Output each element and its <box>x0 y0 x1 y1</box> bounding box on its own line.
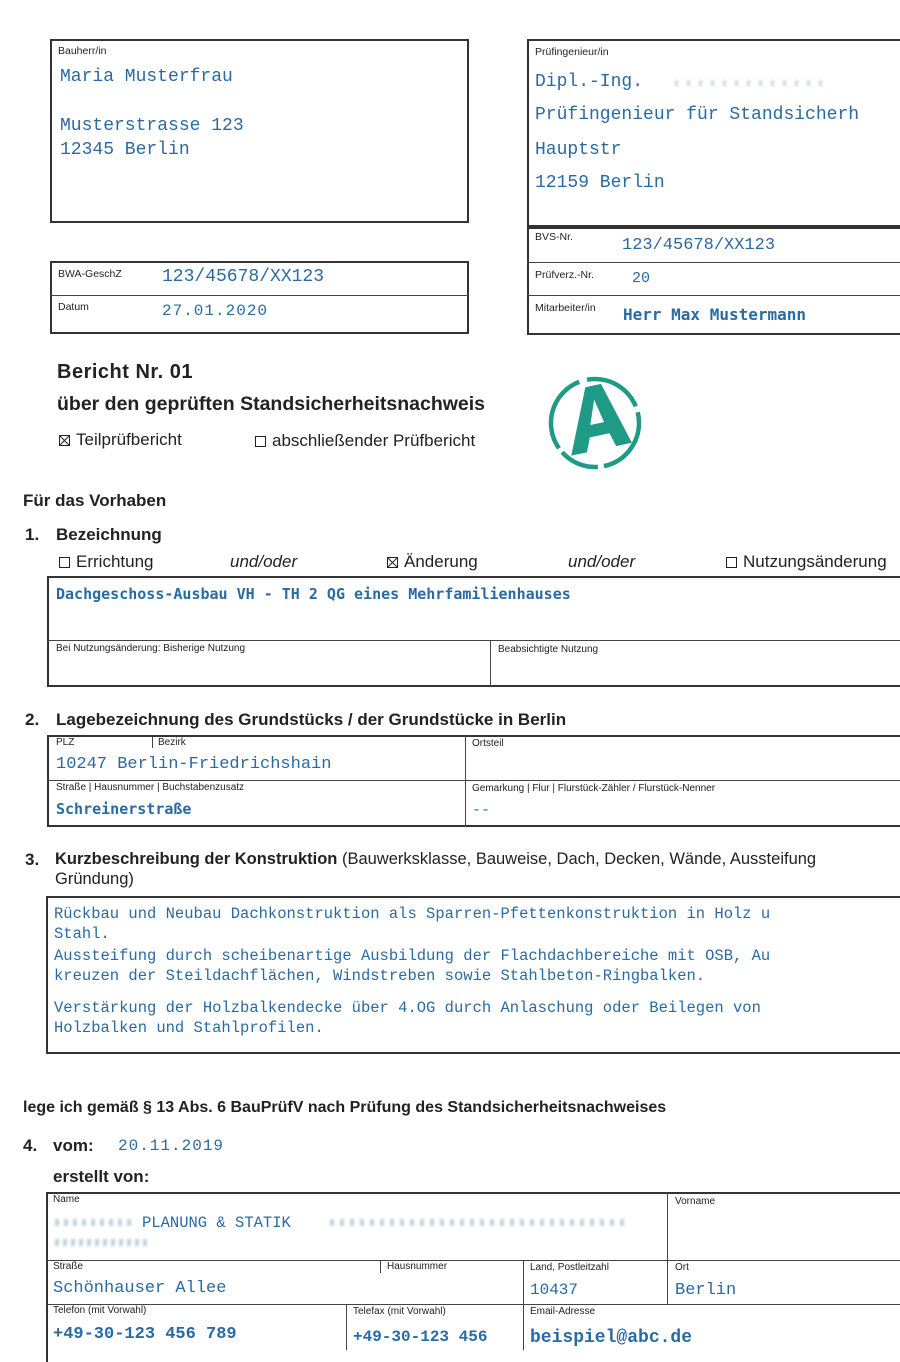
bwa-value: 123/45678/XX123 <box>162 267 325 287</box>
ort-value: Berlin <box>675 1281 737 1300</box>
bezeichnung-value: Dachgeschoss-Ausbau VH - TH 2 QG eines Mehrfamilienhauses <box>56 585 571 603</box>
errichtung-checkbox[interactable] <box>59 557 70 568</box>
gemarkung-value: -- <box>472 802 491 819</box>
plz-label: PLZ <box>56 737 75 748</box>
bauherr-label: Bauherr/in <box>58 45 107 57</box>
pruefingenieur-line1: Dipl.-Ing. <box>535 72 644 92</box>
strasse-label: Straße | Hausnummer | Buchstabenzusatz <box>56 782 245 793</box>
nutzungsaenderung-option[interactable] <box>726 552 887 572</box>
pruefverz-value: 20 <box>632 270 651 287</box>
teilpruefbericht-option[interactable] <box>59 430 182 450</box>
beabsichtigte-label: Beabsichtigte Nutzung <box>498 644 599 655</box>
vorhaben-heading: Für das Vorhaben <box>23 491 167 510</box>
bericht-subtitle: über den geprüften Standsicherheitsnachweis <box>57 393 486 415</box>
section-4-number: 4. <box>23 1136 38 1155</box>
gemarkung-label: Gemarkung | Flur | Flurstück-Zähler / Flurstück-Nenner <box>472 783 716 794</box>
section-3-title <box>55 850 816 869</box>
bauherr-street: Musterstrasse 123 <box>60 116 244 136</box>
section-1-title: Bezeichnung <box>56 525 162 544</box>
abschliessender-option[interactable] <box>255 431 475 451</box>
pruefingenieur-line4: 12159 Berlin <box>535 173 665 193</box>
kurz-p3-line2: Holzbalken und Stahlprofilen. <box>54 1019 324 1037</box>
errichtung-option[interactable] <box>59 552 153 572</box>
vorname-label: Vorname <box>675 1196 716 1207</box>
section-2-title: Lagebezeichnung des Grundstücks / der Grundstücke in Berlin <box>56 710 567 729</box>
section-3-number: 3. <box>25 850 40 869</box>
teilpruefbericht-label: Teilprüfbericht <box>76 430 182 449</box>
section-2-number: 2. <box>25 710 40 729</box>
section-3-title-bold: Kurzbeschreibung der Konstruktion <box>55 850 338 868</box>
nutzungsaenderung-label: Nutzungsänderung <box>743 552 887 571</box>
abschliessender-label: abschließender Prüfbericht <box>272 431 476 450</box>
kurz-p2-line2: kreuzen der Steildachflächen, Windstreben sowie Stahlbeton-Ringbalken. <box>54 967 706 985</box>
pruefingenieur-line2: Prüfingenieur für Standsicherh <box>535 105 860 125</box>
telefax-divider <box>346 1304 347 1350</box>
pruefverz-label: Prüfverz.-Nr. <box>535 269 594 281</box>
land-divider <box>523 1260 524 1350</box>
ersteller-strasse-label: Straße <box>53 1261 84 1272</box>
land-plz-value: 10437 <box>530 1281 579 1299</box>
section-1-number: 1. <box>25 525 40 544</box>
redacted-name <box>675 80 825 86</box>
bwa-divider <box>50 295 469 296</box>
telefon-label: Telefon (mit Vorwahl) <box>53 1305 147 1316</box>
ort-label: Ort <box>675 1262 689 1273</box>
datum-value: 27.01.2020 <box>162 302 269 320</box>
bezirk-label: Bezirk <box>158 737 186 748</box>
telefax-value: +49-30-123 456 <box>353 1328 488 1346</box>
stamp-a-icon <box>543 368 648 478</box>
abschliessender-checkbox[interactable] <box>255 436 266 447</box>
aenderung-checkbox[interactable] <box>387 557 398 568</box>
strasse-value: Schreinerstraße <box>56 800 192 818</box>
bvs-divider-1 <box>527 262 900 263</box>
ersteller-row-divider-1 <box>46 1260 900 1261</box>
name-label: Name <box>53 1194 80 1205</box>
mitarbeiter-value: Herr Max Mustermann <box>623 305 807 324</box>
undoder-2: und/oder <box>568 552 636 571</box>
redacted-company-suffix <box>330 1219 630 1226</box>
erstellt-von-label: erstellt von: <box>53 1167 150 1186</box>
datum-label: Datum <box>58 301 89 313</box>
lege-text: lege ich gemäß § 13 Abs. 6 BauPrüfV nach Prüfung des Standsicherheitsnachweises <box>23 1099 667 1116</box>
bwa-label: BWA-GeschZ <box>58 268 122 280</box>
teilpruefbericht-checkbox[interactable] <box>59 435 70 446</box>
bauherr-city: 12345 Berlin <box>60 140 190 160</box>
section-3-title-line2: Gründung) <box>55 870 134 888</box>
errichtung-label: Errichtung <box>76 552 154 571</box>
pruefingenieur-label: Prüfingenieur/in <box>535 46 609 58</box>
aenderung-option[interactable] <box>387 552 478 572</box>
telefax-label: Telefax (mit Vorwahl) <box>353 1306 446 1317</box>
plz-bezirk-divider <box>152 737 153 748</box>
pruefingenieur-box <box>527 39 900 229</box>
section-3-title-rest: (Bauwerksklasse, Bauweise, Dach, Decken, Wände, Aussteifung <box>337 850 817 868</box>
ersteller-strasse-value: Schönhauser Allee <box>53 1279 227 1298</box>
kurz-p2-line1: Aussteifung durch scheibenartige Ausbildung der Flachdachbereiche mit OSB, Au <box>54 947 771 965</box>
kurz-p3-line1: Verstärkung der Holzbalkendecke über 4.OG durch Anlaschung oder Beilegen von <box>54 999 761 1017</box>
name-vorname-divider <box>667 1192 668 1260</box>
land-plz-label: Land, Postleitzahl <box>530 1262 609 1273</box>
email-value: beispiel@abc.de <box>530 1328 693 1348</box>
telefon-value: +49-30-123 456 789 <box>53 1325 237 1344</box>
bisherige-label: Bei Nutzungsänderung: Bisherige Nutzung <box>56 643 246 654</box>
bvs-label: BVS-Nr. <box>535 231 573 243</box>
ort-divider <box>667 1260 668 1304</box>
ortsteil-label: Ortsteil <box>472 738 504 749</box>
bvs-value: 123/45678/XX123 <box>622 236 776 255</box>
kurz-p1-line1: Rückbau und Neubau Dachkonstruktion als Sparren-Pfettenkonstruktion in Holz u <box>54 905 771 923</box>
mitarbeiter-label: Mitarbeiter/in <box>535 302 596 314</box>
bericht-title: Bericht Nr. 01 <box>57 361 193 383</box>
lage-vdivider <box>465 735 466 827</box>
redacted-company-prefix <box>55 1219 135 1226</box>
aenderung-label: Änderung <box>404 552 478 571</box>
hausnr-divider <box>380 1260 381 1273</box>
hausnummer-label: Hausnummer <box>387 1261 448 1272</box>
nutzung-vdivider <box>490 640 491 687</box>
plz-value: 10247 Berlin-Friedrichshain <box>56 755 332 774</box>
kurz-p1-line2: Stahl. <box>54 925 110 943</box>
name-value: PLANUNG & STATIK <box>142 1214 291 1232</box>
ersteller-row-divider-2 <box>46 1304 900 1305</box>
vom-value: 20.11.2019 <box>118 1137 225 1155</box>
bauherr-name: Maria Musterfrau <box>60 67 233 87</box>
vom-label: vom: <box>53 1136 94 1155</box>
bezeichnung-divider <box>47 640 900 641</box>
email-label: Email-Adresse <box>530 1306 596 1317</box>
redacted-company-line2 <box>55 1239 150 1246</box>
lage-divider <box>47 780 900 781</box>
bvs-divider-2 <box>527 295 900 296</box>
nutzungsaenderung-checkbox[interactable] <box>726 557 737 568</box>
pruefingenieur-line3: Hauptstr <box>535 140 622 160</box>
undoder-1: und/oder <box>230 552 298 571</box>
